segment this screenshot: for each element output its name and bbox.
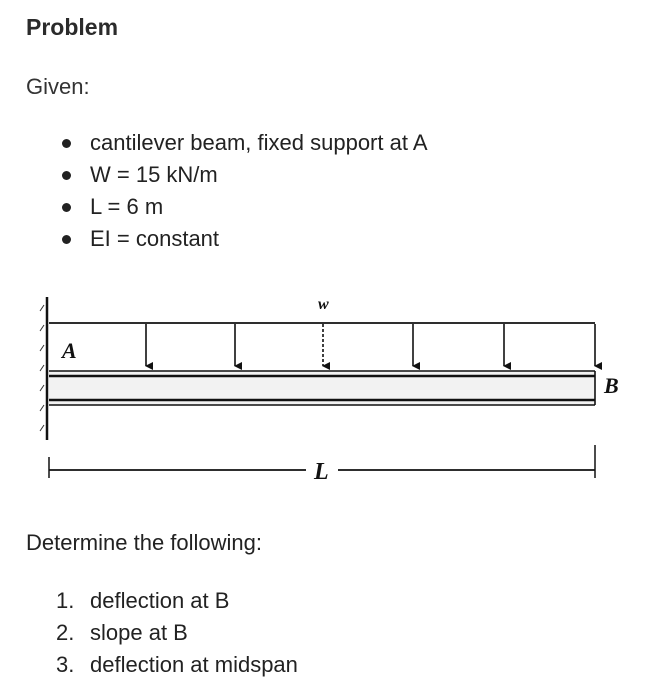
fixed-wall <box>40 297 47 440</box>
task-item <box>0 649 298 681</box>
given-item <box>0 191 428 223</box>
load-label: w <box>318 296 329 313</box>
given-item-text: EI = constant <box>90 226 220 251</box>
task-number: 3. <box>56 652 75 677</box>
bullet-icon <box>62 235 71 244</box>
given-item <box>0 223 428 255</box>
free-end-label-b: B <box>604 373 619 398</box>
task-number: 2. <box>56 620 75 645</box>
task-item <box>0 617 298 649</box>
bullet-icon <box>62 171 71 180</box>
task-number: 1. <box>56 588 75 613</box>
length-label: L <box>314 459 329 485</box>
given-item-text: cantilever beam, fixed support at A <box>90 130 428 155</box>
task-item <box>0 585 298 617</box>
given-list <box>0 127 428 255</box>
given-item-text: W = 15 kN/m <box>90 162 218 187</box>
determine-label: Determine the following: <box>26 530 263 555</box>
given-item <box>0 127 428 159</box>
task-text: deflection at midspan <box>90 652 298 677</box>
problem-title: Problem <box>26 14 119 40</box>
task-text: deflection at B <box>90 588 230 613</box>
bullet-icon <box>62 203 71 212</box>
beam <box>49 371 595 405</box>
support-label-a: A <box>62 338 77 363</box>
given-label: Given: <box>26 74 90 99</box>
given-item <box>0 159 428 191</box>
given-item-text: L = 6 m <box>90 194 164 219</box>
load-arrows <box>146 324 595 366</box>
task-list <box>0 585 298 681</box>
cantilever-beam-diagram <box>38 285 619 490</box>
bullet-icon <box>62 139 71 148</box>
task-text: slope at B <box>90 620 188 645</box>
